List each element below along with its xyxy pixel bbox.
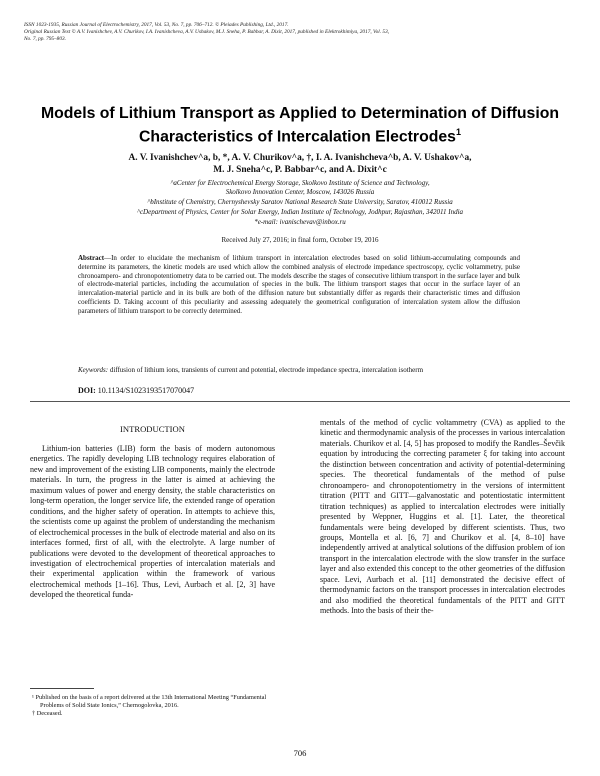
keywords-label: Keywords: (78, 366, 109, 374)
keywords-text: diffusion of lithium ions, transients of current and potential, electrode impedance spectra, intercalation isotherm (109, 366, 424, 374)
keywords (78, 366, 520, 375)
section-divider (30, 401, 570, 402)
title-footnote-mark: 1 (455, 127, 461, 137)
footnote-2: † Deceased. (32, 709, 63, 717)
doi-value: 10.1134/S1023193517070047 (97, 386, 195, 395)
header-line-3: No. 7, pp. 795–803. (24, 36, 66, 43)
affiliation-a: ^aCenter for Electrochemical Energy Storage, Skolkovo Institute of Science and Technology, (170, 179, 430, 187)
abstract-label: Abstract (78, 254, 105, 262)
doi-label: DOI: (78, 386, 96, 395)
authors-line-1: A. V. Ivanishchev^a, b, *, A. V. Churikov^a, †, I. A. Ivanishcheva^b, A. V. Ushakov^a, (128, 153, 472, 163)
page-number: 706 (293, 748, 307, 758)
doi (78, 386, 520, 396)
abstract (78, 254, 520, 316)
received-dates: Received July 27, 2016; in final form, October 19, 2016 (221, 236, 379, 244)
section-heading: INTRODUCTION (120, 424, 185, 434)
right-column (320, 418, 565, 617)
abstract-text: —In order to elucidate the mechanism of lithium transport in intercalation electrodes based on solid lithium-accumulating compounds and determine its parameters, the kinetic models are used which allow the combined analysis of electrode impedance spectroscopy, cyclic voltammetry, pulse chronoampero- and chronopotentiometry data to be carried out. The models describe the stages of consecutive lithium transport in the surface layer and bulk of electrode-material particles, including the accumulation of species in the bulk. The lithium transport stages that occur in the surface layer of an intercalation-material particle and in its bulk are both of the diffusion nature but substantially differ as regards their characteristic times and diffusion coefficients D. Taking account of this peculiarity and assessing adequately the geometrical configuration of intercalation system allow the diffusion parameters of lithium transport to be correctly determined. (78, 254, 520, 315)
corresponding-email: *e-mail: ivanischevav@inbox.ru (254, 218, 346, 226)
authors-line-2: M. J. Sneha^c, P. Babbar^c, and A. Dixit^c (213, 165, 387, 175)
footnote-1: ¹ Published on the basis of a report delivered at the 13th International Meeting “Fundamental Problems of Solid State Ionics,” Chernogolovka, 2016. (32, 694, 267, 709)
title-text: Models of Lithium Transport as Applied to Determination of Diffusion Characteristics of Intercalation Electrodes (40, 105, 560, 146)
left-column (30, 420, 275, 601)
affiliation-b: ^bInstitute of Chemistry, Chernyshevsky Saratov National Research State University, Saratov, 410012 Russia (147, 198, 453, 206)
journal-header (24, 22, 576, 44)
body-text-right: mentals of the method of cyclic voltammetry (CVA) as applied to the kinetic and thermodynamic analysis of the processes in various intercalation materials. Churikov et al. [4, 5] has proposed to modify the Randles–Ševčik equation by introducing the correcting parameter ξ for taking into account the distinction between concentration and activity of potential-determining species. The theoretical fundamentals of the method of pulse chronoampero- and chronopotentiometry in the versions of intermittent titration (PITT and GITT—galvanostatic and potentiostatic intermittent titration techniques) as applied to intercalation electrodes were initially presented by Weppner, Huggins et al. [1]. Later, the theoretical fundamentals were being developed by different scientists. Thus, two groups, Montella et al. [6, 7] and Churikov et al. [4, 8–10] have independently arrived at analytical solutions of the diffusion problem of ion transport in the intercalation electrode with the slow transfer in the surface layer and also extended this concept to the other geometries of the diffusion space. Levi, Aurbach et al. [11] demonstrated the decisive effect of thermodynamic factors on the transport processes in intercalation electrodes and also modified the theoretical fundamentals of the PITT and GITT methods. Into the basis of their the- (320, 418, 565, 616)
affiliation-a-cont: Skolkovo Innovation Center, Moscow, 143026 Russia (225, 188, 375, 196)
author-list (40, 152, 560, 176)
footnotes (30, 694, 275, 717)
header-line-2: Original Russian Text © A.V. Ivanishchev, A.V. Churikov, I.A. Ivanishcheva, A.V. Ushakov, M.J. Sneha, P. Babbar, A. Dixit, 2017, published in Elektrokhimiya, 2017, Vol. 53, (24, 29, 390, 36)
footnote-divider (30, 688, 94, 689)
body-text-left: Lithium-ion batteries (LIB) form the basis of modern autonomous energetics. The rapidly developing LIB technology requires elaboration of new and improvement of the existing LIB components, mainly the electrode materials. In turn, the progress in the latter is aimed at achieving the maximum values of power and energy density, the stable characteristics on long-term operation, the longer service life, the extended range of operation conditions, and the higher safety of operation. In attempts to achieve this, the scientists come up against the problem of understanding the mechanism of electrochemical processes in the bulk of electrode material and also on its interfaces formed, first of all, with the electrolyte. A large number of publications were devoted to the development of theoretical approaches to investigation of electrochemical properties of intercalation materials and their experimental application within the framework of various electrochemical methods [1–16]. Thus, Levi, Aurbach et al. [2, 3] have developed the theoretical funda- (30, 444, 275, 600)
affiliation-c: ^cDepartment of Physics, Center for Solar Energy, Indian Institute of Technology, Jodhpur, Rajasthan, 342011 India (136, 208, 464, 216)
article-title (40, 104, 560, 146)
header-line-1: ISSN 1023-1935, Russian Journal of Electrochemistry, 2017, Vol. 53, No. 7, pp. 706–712. © Pleiades Publishing, Ltd., 2017. (24, 22, 289, 28)
